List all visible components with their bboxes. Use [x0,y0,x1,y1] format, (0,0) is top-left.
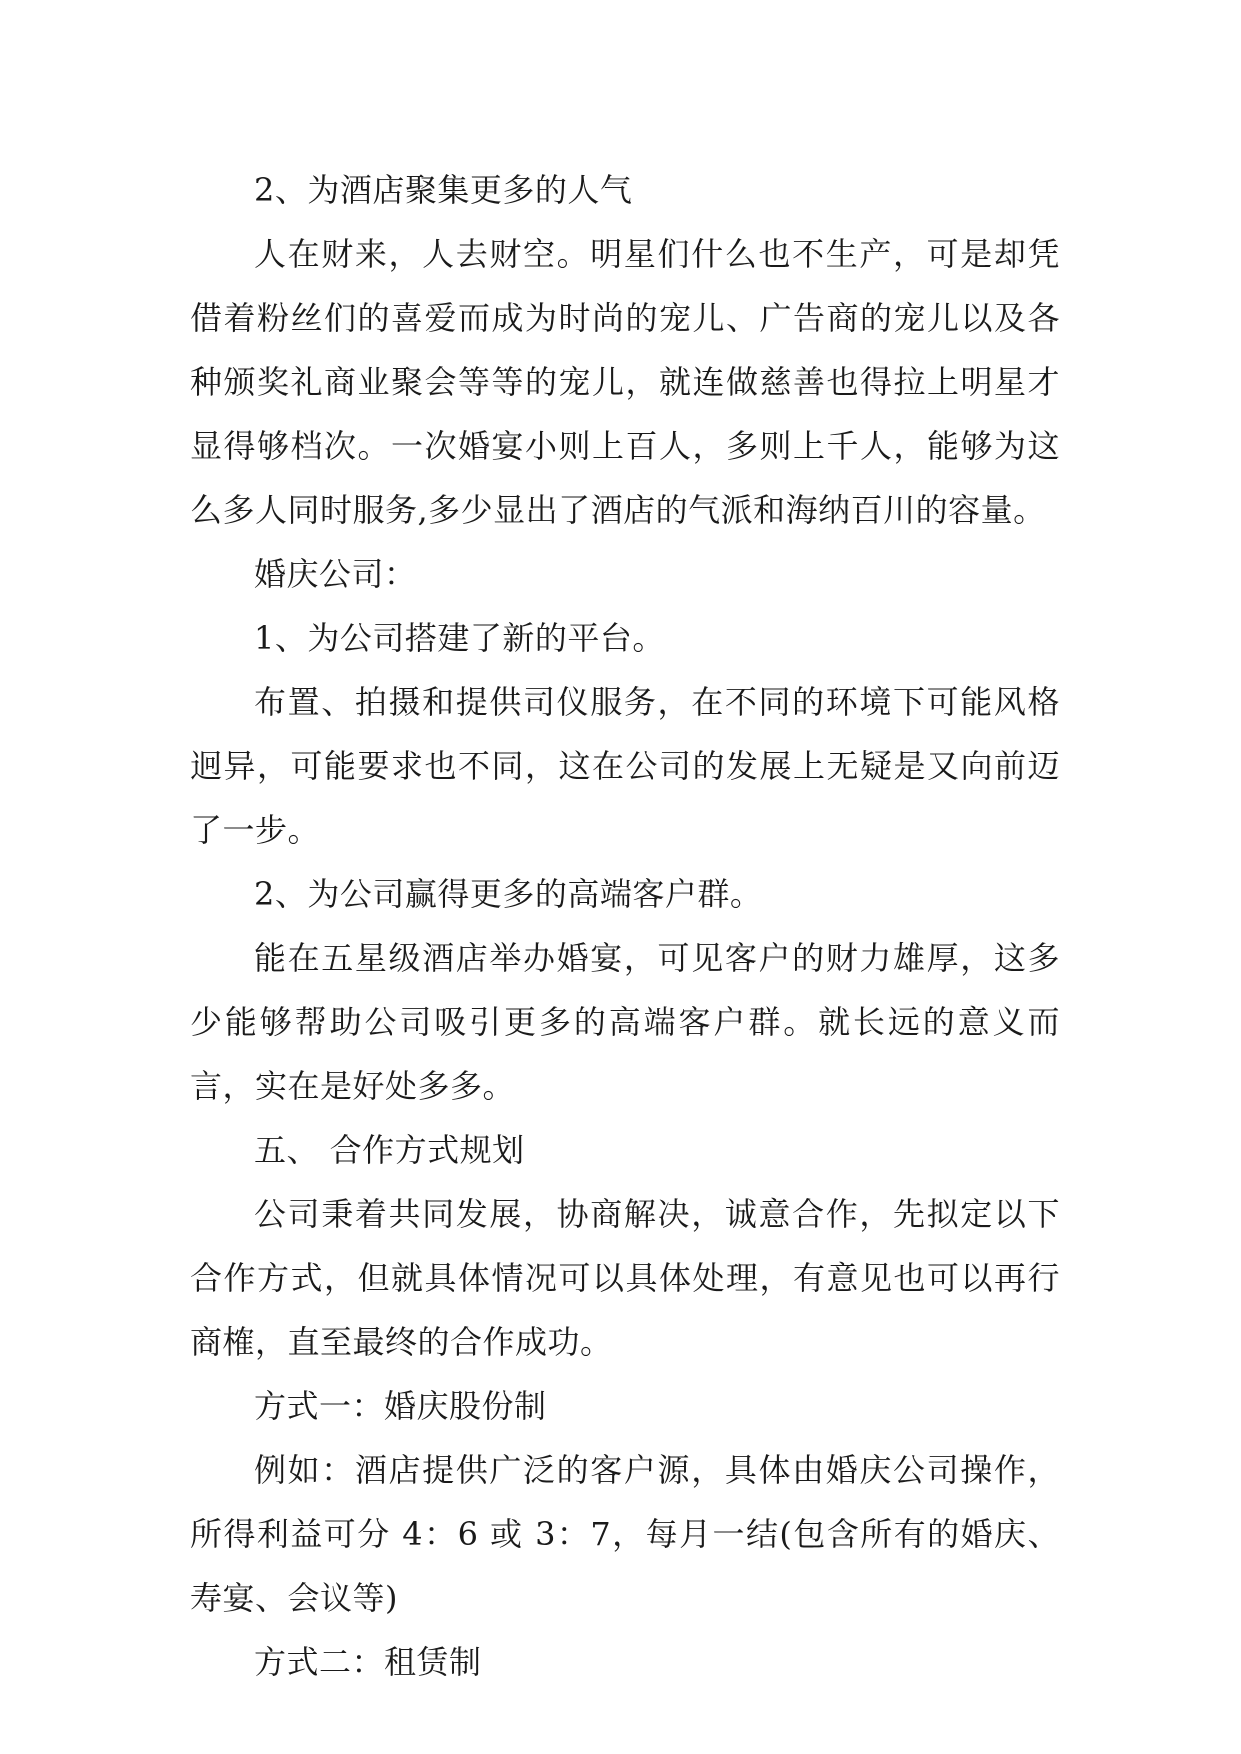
heading-new-platform: 1、为公司搭建了新的平台。 [254,619,665,657]
heading-high-end-clients: 2、为公司赢得更多的高端客户群。 [254,875,763,913]
heading-method-one: 方式一：婚庆股份制 [254,1387,547,1425]
paragraph-high-end-clients-body: 能在五星级酒店举办婚宴，可见客户的财力雄厚，这多少能够帮助公司吸引更多的高端客户群。就长远的意义而言，实在是好处多多。 [190,939,1060,1105]
heading-gather-popularity: 2、为酒店聚集更多的人气 [254,171,633,209]
paragraph-method-one-body: 例如：酒店提供广泛的客户源，具体由婚庆公司操作，所得利益可分 4：6 或 3：7，每月一结(包含所有的婚庆、寿宴、会议等) [190,1451,1060,1617]
heading-method-two: 方式二：租赁制 [254,1643,482,1681]
paragraph-popularity-body: 人在财来，人去财空。明星们什么也不生产，可是却凭借着粉丝们的喜爱而成为时尚的宠儿、广告商的宠儿以及各种颁奖礼商业聚会等等的宠儿，就连做慈善也得拉上明星才显得够档次。一次婚宴小则上百人，多则上千人，能够为这么多人同时服务,多少显出了酒店的气派和海纳百川的容量。 [190,235,1060,529]
paragraph-cooperation-intro: 公司秉着共同发展，协商解决，诚意合作，先拟定以下合作方式，但就具体情况可以具体处理，有意见也可以再行商榷，直至最终的合作成功。 [190,1195,1060,1361]
section-heading-cooperation: 五、 合作方式规划 [254,1131,525,1169]
heading-wedding-company: 婚庆公司： [254,555,417,593]
document-body [190,158,1060,1694]
paragraph-new-platform-body: 布置、拍摄和提供司仪服务，在不同的环境下可能风格迥异，可能要求也不同，这在公司的发展上无疑是又向前迈了一步。 [190,683,1060,849]
